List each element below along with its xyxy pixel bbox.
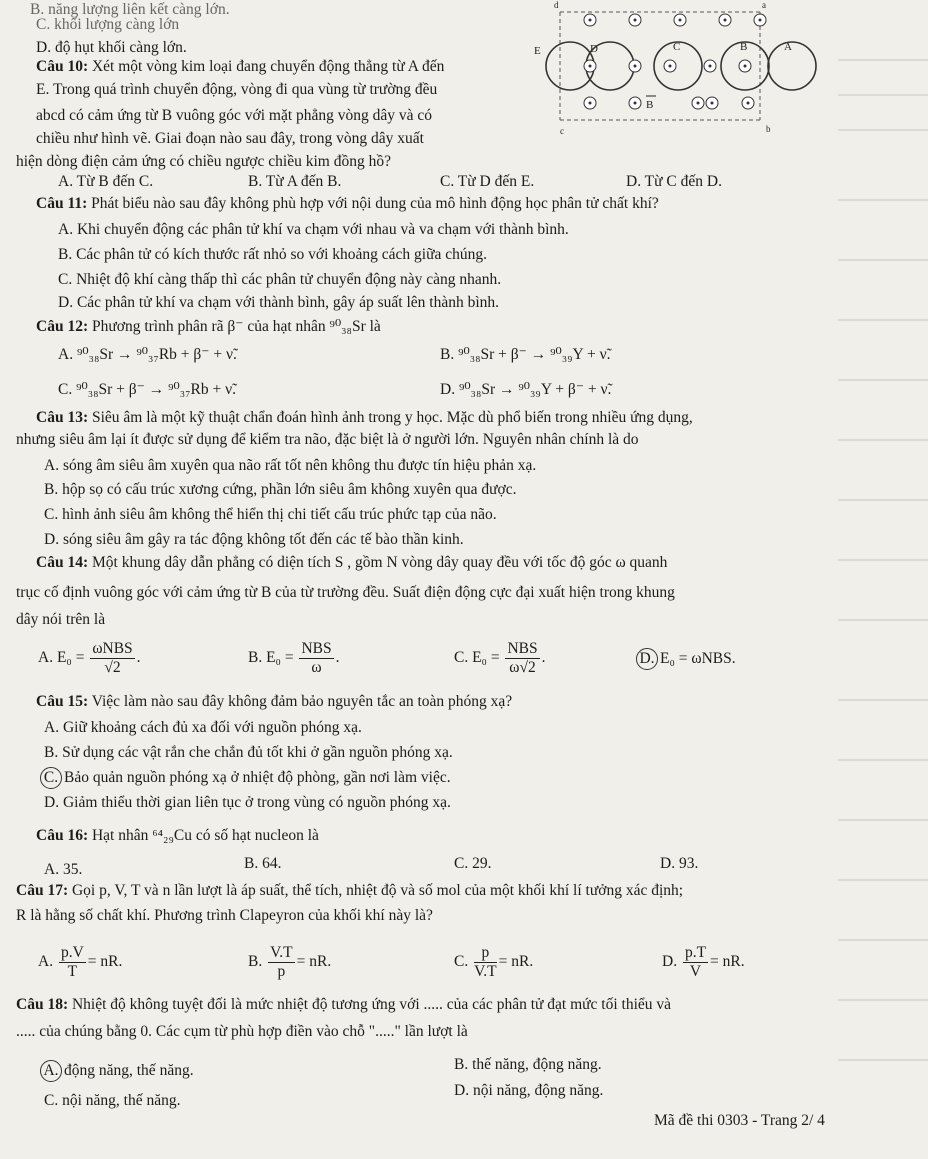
q16-option-b: B. 64. <box>244 855 282 872</box>
label-E: E <box>534 45 541 57</box>
label-D: D <box>590 43 598 55</box>
q11-option-c: C. Nhiệt độ khí càng thấp thì các phân tử chuyển động này càng nhanh. <box>58 271 502 288</box>
q17-d-den: V <box>689 963 702 980</box>
q14-text1: Một khung dây dẫn phẳng có diện tích S , gồm N vòng dây quay đều với tốc độ góc ω quanh <box>88 554 668 571</box>
q14-b-num: NBS <box>301 640 332 657</box>
q14-a-den: √2 <box>104 659 121 676</box>
q15-option-a: A. Giữ khoảng cách đủ xa đối với nguồn phóng xạ. <box>44 719 362 736</box>
q14-b-prefix: B. E₀ = <box>248 649 294 667</box>
q13-label: Câu 13: <box>36 409 89 426</box>
q17-option-a <box>38 944 122 981</box>
page-footer: Mã đề thi 0303 - Trang 2/ 4 <box>654 1112 825 1129</box>
q17-option-d <box>662 944 745 981</box>
q16-option-c: C. 29. <box>454 855 492 872</box>
q10-stem-line1 <box>36 57 444 77</box>
q14-a-prefix: A. E₀ = <box>38 649 85 667</box>
q10-stem-line4: chiều như hình vẽ. Giai đoạn nào sau đây, trong vòng dây xuất <box>36 130 424 147</box>
q12-text: Phương trình phân rã β⁻ của hạt nhân ⁹⁰₃₈Sr là <box>88 318 381 335</box>
q10-text1: Xét một vòng kim loại đang chuyển động thẳng từ A đến <box>88 58 445 75</box>
q16-option-a: A. 35. <box>44 861 83 878</box>
q17-option-c <box>454 944 533 981</box>
q17-d-num: p.T <box>684 944 707 961</box>
q10-label: Câu 10: <box>36 58 89 75</box>
q15-option-c <box>40 767 451 789</box>
q10-option-d: D. Từ C đến D. <box>626 173 722 190</box>
q12-option-b: B. ⁹⁰₃₈Sr + β⁻ → ⁹⁰₃₉Y + ν̃. <box>440 346 611 363</box>
q14-b-fraction <box>299 640 333 677</box>
q14-c-fraction <box>505 640 539 677</box>
q16-label: Câu 16: <box>36 827 89 844</box>
q10-option-a: A. Từ B đến C. <box>58 173 154 190</box>
q14-label: Câu 14: <box>36 554 89 571</box>
q12-label: Câu 12: <box>36 318 89 335</box>
q14-b-den: ω <box>311 659 322 676</box>
label-C: C <box>673 41 681 53</box>
q17-b-num: V.T <box>270 944 293 961</box>
q17-c-den: V.T <box>474 963 497 980</box>
q11-option-a: A. Khi chuyển động các phân tử khí va chạm với nhau và va chạm với thành bình. <box>58 221 569 238</box>
q18-option-b: B. thế năng, động năng. <box>454 1056 602 1073</box>
q17-c-fraction <box>474 944 497 981</box>
q14-a-num: ωNBS <box>92 640 133 657</box>
q12-option-c: C. ⁹⁰₃₈Sr + β⁻ → ⁹⁰₃₇Rb + ν̃. <box>58 381 236 398</box>
q10-option-b: B. Từ A đến B. <box>248 173 342 190</box>
q10-stem-line5: hiện dòng điện cảm ứng có chiều ngược chiều kim đồng hồ? <box>16 153 391 170</box>
q18-option-c: C. nội năng, thế năng. <box>44 1092 181 1109</box>
corner-d: d <box>554 0 559 10</box>
q14-option-d <box>636 648 736 670</box>
q10-stem-line2: E. Trong quá trình chuyển động, vòng đi qua vùng từ trường đều <box>36 81 438 98</box>
q13-option-b: B. hộp sọ có cấu trúc xương cứng, phần lớn siêu âm không xuyên qua được. <box>44 481 517 498</box>
q14-option-a: A. E₀ = $\frac{\text{ωNBS}}{√2}$ . <box>38 640 141 676</box>
q15-c-marked-letter: C. <box>40 767 62 789</box>
q11-option-b: B. Các phân tử có kích thước rất nhỏ so với khoảng cách giữa chúng. <box>58 246 487 263</box>
q18-stem-line1 <box>16 995 671 1015</box>
q16-stem <box>36 826 319 846</box>
q18-text1: Nhiệt độ không tuyệt đối là mức nhiệt độ tương ứng với ..... của các phân tử đạt mức tối thiểu và <box>68 996 672 1013</box>
q17-a-den: T <box>67 963 78 980</box>
q17-text1: Gọi p, V, T và n lần lượt là áp suất, thể tích, nhiệt độ và số mol của một khối khí lí tưởng xác định; <box>68 882 684 899</box>
q14-a-fraction <box>90 640 134 677</box>
label-B-vector: B <box>646 99 654 111</box>
q13-stem-line1 <box>36 408 693 428</box>
q15-text: Việc làm nào sau đây không đảm bảo nguyên tắc an toàn phóng xạ? <box>88 693 513 710</box>
q16-option-d: D. 93. <box>660 855 699 872</box>
q15-stem <box>36 692 512 712</box>
q17-stem-line1 <box>16 881 683 901</box>
q17-option-b <box>248 944 331 981</box>
q12-stem <box>36 317 381 337</box>
q14-c-den: ω√2 <box>509 659 536 676</box>
q16-text: Hạt nhân ⁶⁴₂₉Cu có số hạt nucleon là <box>88 827 319 844</box>
q12-option-d: D. ⁹⁰₃₈Sr → ⁹⁰₃₉Y + β⁻ + ν̃. <box>440 381 612 398</box>
q14-c-prefix: C. E₀ = <box>454 649 500 667</box>
q14-stem-line1 <box>36 553 667 573</box>
q18-stem-line2: ..... của chúng bằng 0. Các cụm từ phù hợp điền vào chỗ "....." lần lượt là <box>16 1023 468 1040</box>
q13-stem-line2: nhưng siêu âm lại ít được sử dụng để kiểm tra não, đặc biệt là ở người lớn. Nguyên nhân chính là do <box>16 431 639 448</box>
q11-label: Câu 11: <box>36 195 88 212</box>
q9-option-d: D. độ hụt khối càng lớn. <box>36 39 187 56</box>
q17-d-fraction <box>683 944 708 981</box>
q9-option-c: C. khối lượng càng lớn <box>36 16 180 33</box>
q18-option-a <box>40 1060 194 1082</box>
q18-option-d: D. nội năng, động năng. <box>454 1082 604 1099</box>
q17-a-fraction <box>59 944 86 981</box>
q17-c-letter: C. <box>454 953 469 971</box>
q17-c-rhs: = nR. <box>498 953 534 971</box>
label-B: B <box>740 41 748 53</box>
q15-option-b: B. Sử dụng các vật rắn che chắn đủ tốt khi ở gần nguồn phóng xạ. <box>44 744 453 761</box>
corner-a: a <box>762 0 766 10</box>
q18-a-marked-letter: A. <box>40 1060 62 1082</box>
q14-d-marked-letter: D. <box>636 648 658 670</box>
q11-option-d: D. Các phân tử khí va chạm với thành bình, gây áp suất lên thành bình. <box>58 294 500 311</box>
q14-option-c: C. E₀ = $\frac{\text{NBS}}{\omega√2}$ . <box>454 640 546 676</box>
q17-b-fraction <box>268 944 295 981</box>
q17-a-num: p.V <box>60 944 84 961</box>
q17-label: Câu 17: <box>16 882 69 899</box>
q12-option-a: A. ⁹⁰₃₈Sr → ⁹⁰₃₇Rb + β⁻ + ν̃. <box>58 346 237 363</box>
q13-option-d: D. sóng siêu âm gây ra tác động không tốt đến các tế bào thần kinh. <box>44 531 464 548</box>
q13-option-c: C. hình ảnh siêu âm không thể hiển thị chi tiết cấu trúc phức tạp của não. <box>44 506 497 523</box>
q15-label: Câu 15: <box>36 693 89 710</box>
label-A: A <box>784 41 792 53</box>
q17-c-num: p <box>474 944 497 963</box>
corner-b: b <box>766 124 771 134</box>
q14-d-text: E₀ = ωNBS. <box>660 650 736 667</box>
q11-text: Phát biểu nào sau đây không phù hợp với nội dung của mô hình động học phân tử chất khí? <box>87 195 659 212</box>
q18-label: Câu 18: <box>16 996 69 1013</box>
q14-stem-line3: dây nói trên là <box>16 611 106 628</box>
ring-A <box>768 42 816 90</box>
q17-a-rhs: = nR. <box>87 953 123 971</box>
q10-magnetic-field-figure <box>530 0 830 150</box>
q10-stem-line3: abcd có cảm ứng từ B vuông góc với mặt phẳng vòng dây và có <box>36 107 433 124</box>
q17-b-den: p <box>277 963 286 980</box>
q13-option-a: A. sóng âm siêu âm xuyên qua não rất tốt nên không thu được tín hiệu phản xạ. <box>44 457 537 474</box>
q13-text1: Siêu âm là một kỹ thuật chẩn đoán hình ảnh trong y học. Mặc dù phổ biến trong nhiều ứng dụng, <box>88 409 693 426</box>
q18-a-text: động năng, thế năng. <box>64 1062 194 1079</box>
q17-a-letter: A. <box>38 953 54 971</box>
q10-option-c: C. Từ D đến E. <box>440 173 535 190</box>
q17-b-letter: B. <box>248 953 263 971</box>
corner-c: c <box>560 126 564 136</box>
notebook-margin-lines <box>838 0 928 1159</box>
q17-d-rhs: = nR. <box>710 953 745 971</box>
q14-option-b: B. E₀ = $\frac{\text{NBS}}{\omega}$ . <box>248 640 340 676</box>
q14-stem-line2: trục cố định vuông góc với cảm ứng từ B của từ trường đều. Suất điện động cực đại xuất hiện trong khung <box>16 584 675 601</box>
q15-c-text: Bảo quản nguồn phóng xạ ở nhiệt độ phòng, gần nơi làm việc. <box>64 769 451 786</box>
q17-b-rhs: = nR. <box>296 953 332 971</box>
q11-stem <box>36 194 659 214</box>
q17-d-letter: D. <box>662 953 678 971</box>
q14-c-num: NBS <box>507 640 538 657</box>
q15-option-d: D. Giảm thiểu thời gian liên tục ở trong vùng có nguồn phóng xạ. <box>44 794 451 811</box>
q9-option-b: B. năng lượng liên kết càng lớn. <box>30 1 230 18</box>
q17-stem-line2: R là hằng số chất khí. Phương trình Clapeyron của khối khí này là? <box>16 907 433 924</box>
